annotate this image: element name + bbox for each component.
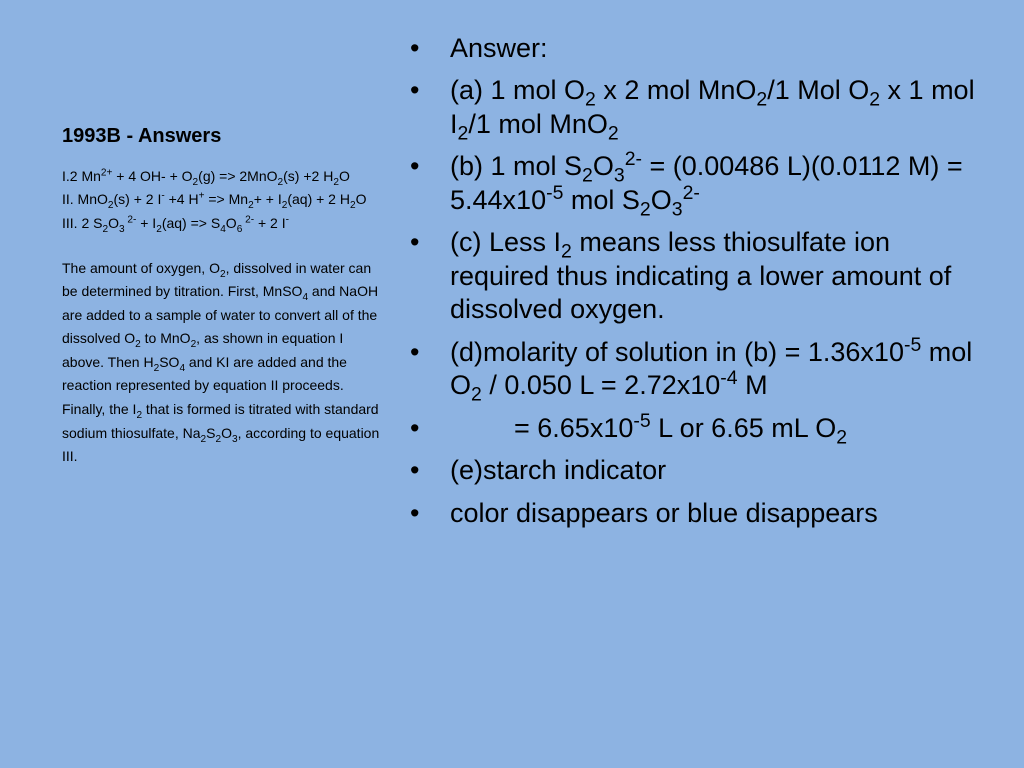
answer-panel [410, 32, 990, 539]
equation-1: I.2 $Mn^{2+} + 4$ $OH- + O_2(g) => 2MnO_2(s) +2$ $H_2O$ [62, 167, 350, 188]
answer-list [410, 32, 990, 530]
answer-bullet-header: • Answer: [410, 32, 990, 65]
answer-bullet-d: • (d)molarity of solution in $(b) = 1.36x10^{-5}$ mol $O_2 / 0.050$ $L = 2.72x10^{-4}$ M [410, 333, 973, 406]
bullet-icon: • [410, 75, 420, 106]
answer-bullet-d-continued: • = $6.65x10^{-5}$ L or 6.65 mL $O_2$ [410, 409, 848, 449]
left-column [62, 124, 384, 469]
bullet-icon: • [410, 497, 420, 528]
answer-bullet-a: • (a) 1 mol $O_2$ x 2 mol MnO$_2$/1 Mol $O_2$ x 1 mol $I_2/1$ mol MnO$_2$ [410, 75, 975, 145]
equation-2: II. MnO$_2$(s) + 2 I- +4 $H^+ => Mn_2+ + I_2(aq) + 2$ $H_2O$ [62, 190, 367, 212]
bullet-icon: • [410, 336, 420, 367]
answer-bullet-e: • (e)starch indicator [410, 454, 990, 487]
bullet-icon: • [410, 151, 420, 182]
answer-bullet-b: • (b) 1 mol $S_2O_3^{2-} = (0.00486$ L)(0.0112 $M) = 5.44x10^{-5}$ mol $S_2O_3^{2-}$ [410, 148, 963, 221]
bullet-icon: • [410, 227, 420, 258]
answer-bullet-c: • (c) Less $I_2$ means less thiosulfate ion required thus indicating a lower amount of dissolved oxygen. [410, 227, 952, 325]
bullet-icon: • [410, 412, 420, 443]
bullet-icon: • [410, 33, 420, 63]
bullet-icon: • [410, 455, 420, 486]
equation-list [62, 166, 384, 233]
answer-bullet-e-continued: • color disappears or blue disappears [410, 497, 990, 530]
problem-description: The amount of oxygen, $O_2$, dissolved in water can be determined by titration. First, MnSO$_4$ and NaOH are added to a sample of water to convert all of the dissolved $O_2$ to MnO$_2$, as shown in equation I above. Then $H_2SO_4$ and KI are added and the reaction represented by equation II proceeds. Finally, the $I_2$ that is formed is titrated with standard sodium thiosulfate, $Na_2S_2O_3$, according to equation III. [62, 259, 380, 465]
equation-3: III. 2 $S_2O_3$ $^{2-} + I_2(aq) => S_4O_6$ $^{2-}$ + 2 I- [62, 213, 289, 235]
slide-title: 1993B - Answers [62, 125, 222, 147]
